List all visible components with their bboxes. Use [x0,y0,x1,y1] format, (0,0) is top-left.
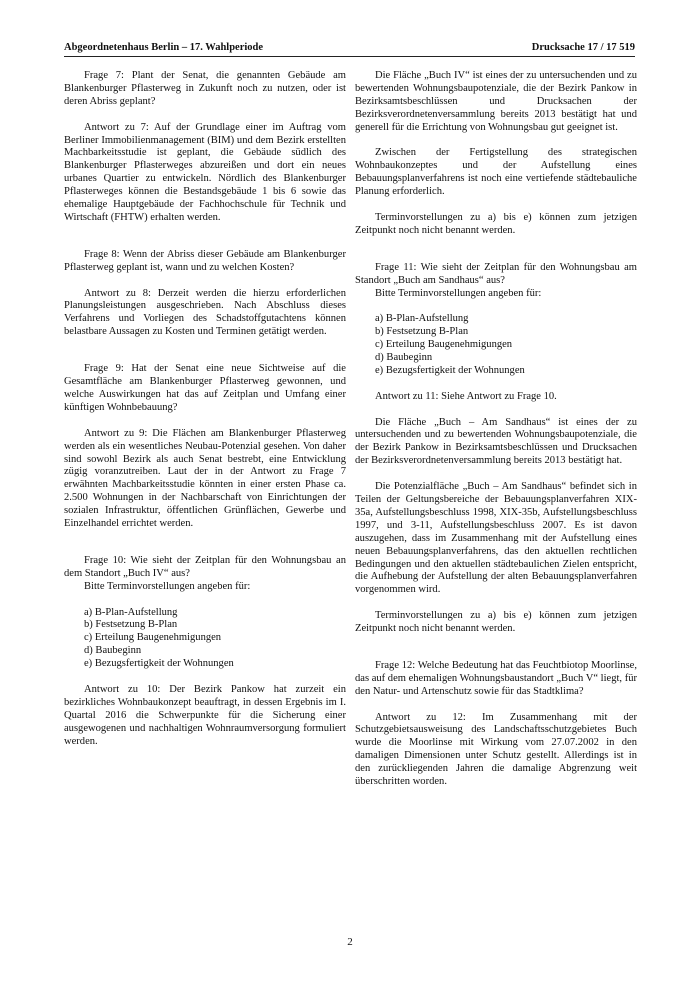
answer-11-paragraph-2: Die Fläche „Buch – Am Sandhaus“ ist eines der zu untersuchenden und zu bewertenden Wohnungsbaupotenziale, die der Bezirk Pankow in Bezirksamtsbeschlüssen und Drucksachen der Bezirksverordnetenversammlung bereits 2013 bestätigt hat. [355,416,637,467]
list-item: e) Bezugsfertigkeit der Wohnungen [84,658,234,670]
list-item: b) Festsetzung B-Plan [375,326,469,338]
question-10: Frage 10: Wie sieht der Zeitplan für den Wohnungsbau an dem Standort „Buch IV“ aus? [64,554,346,579]
answer-11-paragraph-4: Terminvorstellungen zu a) bis e) können zum jetzigen Zeitpunkt noch nicht benannt werden. [355,610,637,635]
question-9: Frage 9: Hat der Senat eine neue Sichtweise auf die Gesamtfläche am Blankenburger Pflasterweg gewonnen, und welche Auswirkungen hat das auf Zeitplan und Umfang einer künftigen Wohnbebauung? [64,363,346,413]
list-item: e) Bezugsfertigkeit der Wohnungen [375,364,525,376]
question-8: Frage 8: Wenn der Abriss dieser Gebäude am Blankenburger Pflasterweg geplant ist, wann und zu welchen Kosten? [64,248,346,273]
list-item: a) B-Plan-Aufstellung [375,313,469,325]
page-number: 2 [347,936,353,948]
list-item: c) Erteilung Baugenehmigungen [375,339,513,351]
question-11-subline: Bitte Terminvorstellungen angeben für: [375,287,542,299]
list-item: c) Erteilung Baugenehmigungen [84,632,222,644]
question-10-subline: Bitte Terminvorstellungen angeben für: [84,580,251,592]
header-document-number: Drucksache 17 / 17 519 [531,42,635,53]
list-item: d) Baubeginn [84,645,142,657]
answer-10-paragraph-4: Terminvorstellungen zu a) bis e) können zum jetzigen Zeitpunkt noch nicht benannt werden. [355,211,637,236]
answer-7: Antwort zu 7: Auf der Grundlage einer im Auftrag vom Berliner Immobilienmanagement (BIM) und dem Bezirk erstellten Machbarkeitsstudie ist geplant, die Gebäude südlich des Blankenburger Pflasterweges abzureißen und dort ein neues urbanes Quartier zu entwickeln. Nördlich des Blankenburger Pflasterweges können die Bestandsgebäude 1 bis 6 sowie das ehemalige Hauptgebäude der Fachhochschule für Technik und Wirtschaft (FHTW) erhalten werden. [64,121,346,223]
page-header [64,40,635,57]
answer-10-paragraph-3: Zwischen der Fertigstellung des strategischen Wohnbaukonzeptes und der Aufstellung eines Bebauungsplanverfahrens ist noch eine vertiefende städtebauliche Planung erforderlich. [355,147,637,198]
question-11-list [355,313,637,378]
answer-10: Antwort zu 10: Der Bezirk Pankow hat zurzeit ein bezirkliches Wohnbaukonzept beauftragt, in dessen Ergebnis im I. Quartal 2016 die Schwerpunkte für die Sicherung einer ausgewogenen und nachhaltigen Wohnraumversorgung formuliert werden. [64,683,346,747]
answer-11: Antwort zu 11: Siehe Antwort zu Frage 10. [375,390,557,402]
answer-11-paragraph-3: Die Potenzialfläche „Buch – Am Sandhaus“ befindet sich in Teilen der Geltungsbereiche der Bebauungsplanverfahren XIX-35a, Aufstellungsbeschluss 1998, XIX-35b, Aufstellungsbeschluss 1997, und 3-11, Aufstellungsbeschluss 2007. Es ist davon auszugehen, dass im Zusammenhang mit der Aufstellung eines neuen Bebauungsplanverfahrens, das den aktuellen rechtlichen Bedingungen und den aktuellen städtebaulichen Zielen entspricht, die Aufhebung der Aufstellung der alten Bebauungsplanverfahren vorgenommen wird. [355,481,637,596]
answer-10-paragraph-2: Die Fläche „Buch IV“ ist eines der zu untersuchenden und zu bewertenden Wohnungsbaupotenziale, die der Bezirk Pankow in Bezirksamtsbeschlüssen und Drucksachen der Bezirksverordnetenversammlung bereits 2013 bestätigt hat und generell für die Errichtung von Wohnungsbau gut geeignet ist. [355,70,637,133]
answer-8: Antwort zu 8: Derzeit werden die hierzu erforderlichen Planungsleistungen ausgeschrieben. Nach Abschluss dieses Verfahrens und Vorliegen des Schadstoffgutachtens können belastbare Aussagen zu Kosten und Terminen getätigt werden. [64,287,346,338]
left-column [64,70,346,749]
question-7: Frage 7: Plant der Senat, die genannten Gebäude am Blankenburger Pflasterweg in Zukunft noch zu nutzen, oder ist deren Abriss geplant? [64,70,346,107]
question-12: Frage 12: Welche Bedeutung hat das Feuchtbiotop Moorlinse, das auf dem ehemaligen Wohnungsbaustandort „Buch V“ liegt, für den Natur- und Artenschutz sowie für das Stadtklima? [355,659,637,697]
question-10-list [64,607,346,672]
question-11: Frage 11: Wie sieht der Zeitplan für den Wohnungsbau am Standort „Buch am Sandhaus“ aus? [355,261,637,286]
list-item: b) Festsetzung B-Plan [84,619,178,631]
header-parliament: Abgeordnetenhaus Berlin – 17. Wahlperiode [64,42,264,53]
list-item: d) Baubeginn [375,352,433,364]
answer-12: Antwort zu 12: Im Zusammenhang mit der Schutzgebietsausweisung des Landschaftsschutzgebietes Buch wurde die Moorlinse mit Wirkung vom 27.07.2002 in den damaligen Dimensionen unter Schutz gestellt. Allerdings ist in den zurückliegenden Jahren die damalige Abgrenzung weit überschritten worden. [355,711,637,788]
list-item: a) B-Plan-Aufstellung [84,606,178,618]
right-column [355,70,637,789]
answer-9: Antwort zu 9: Die Flächen am Blankenburger Pflasterweg werden als ein wesentliches Neubau-Potenzial gesehen. Von daher sind sowohl Bezirk als auch Senat bestrebt, eine Entwicklung zügig voranzutreiben. Laut der in der Antwort zu Frage 7 erwähnten Machbarkeitsstudie könnten in einer ersten Phase ca. 2.500 Wohnungen in der Nachbarschaft von Einrichtungen der sozialen Infrastruktur, öffentlichen Grünflächen, Gewerbe und Einzelhandel errichtet werden. [64,427,346,530]
